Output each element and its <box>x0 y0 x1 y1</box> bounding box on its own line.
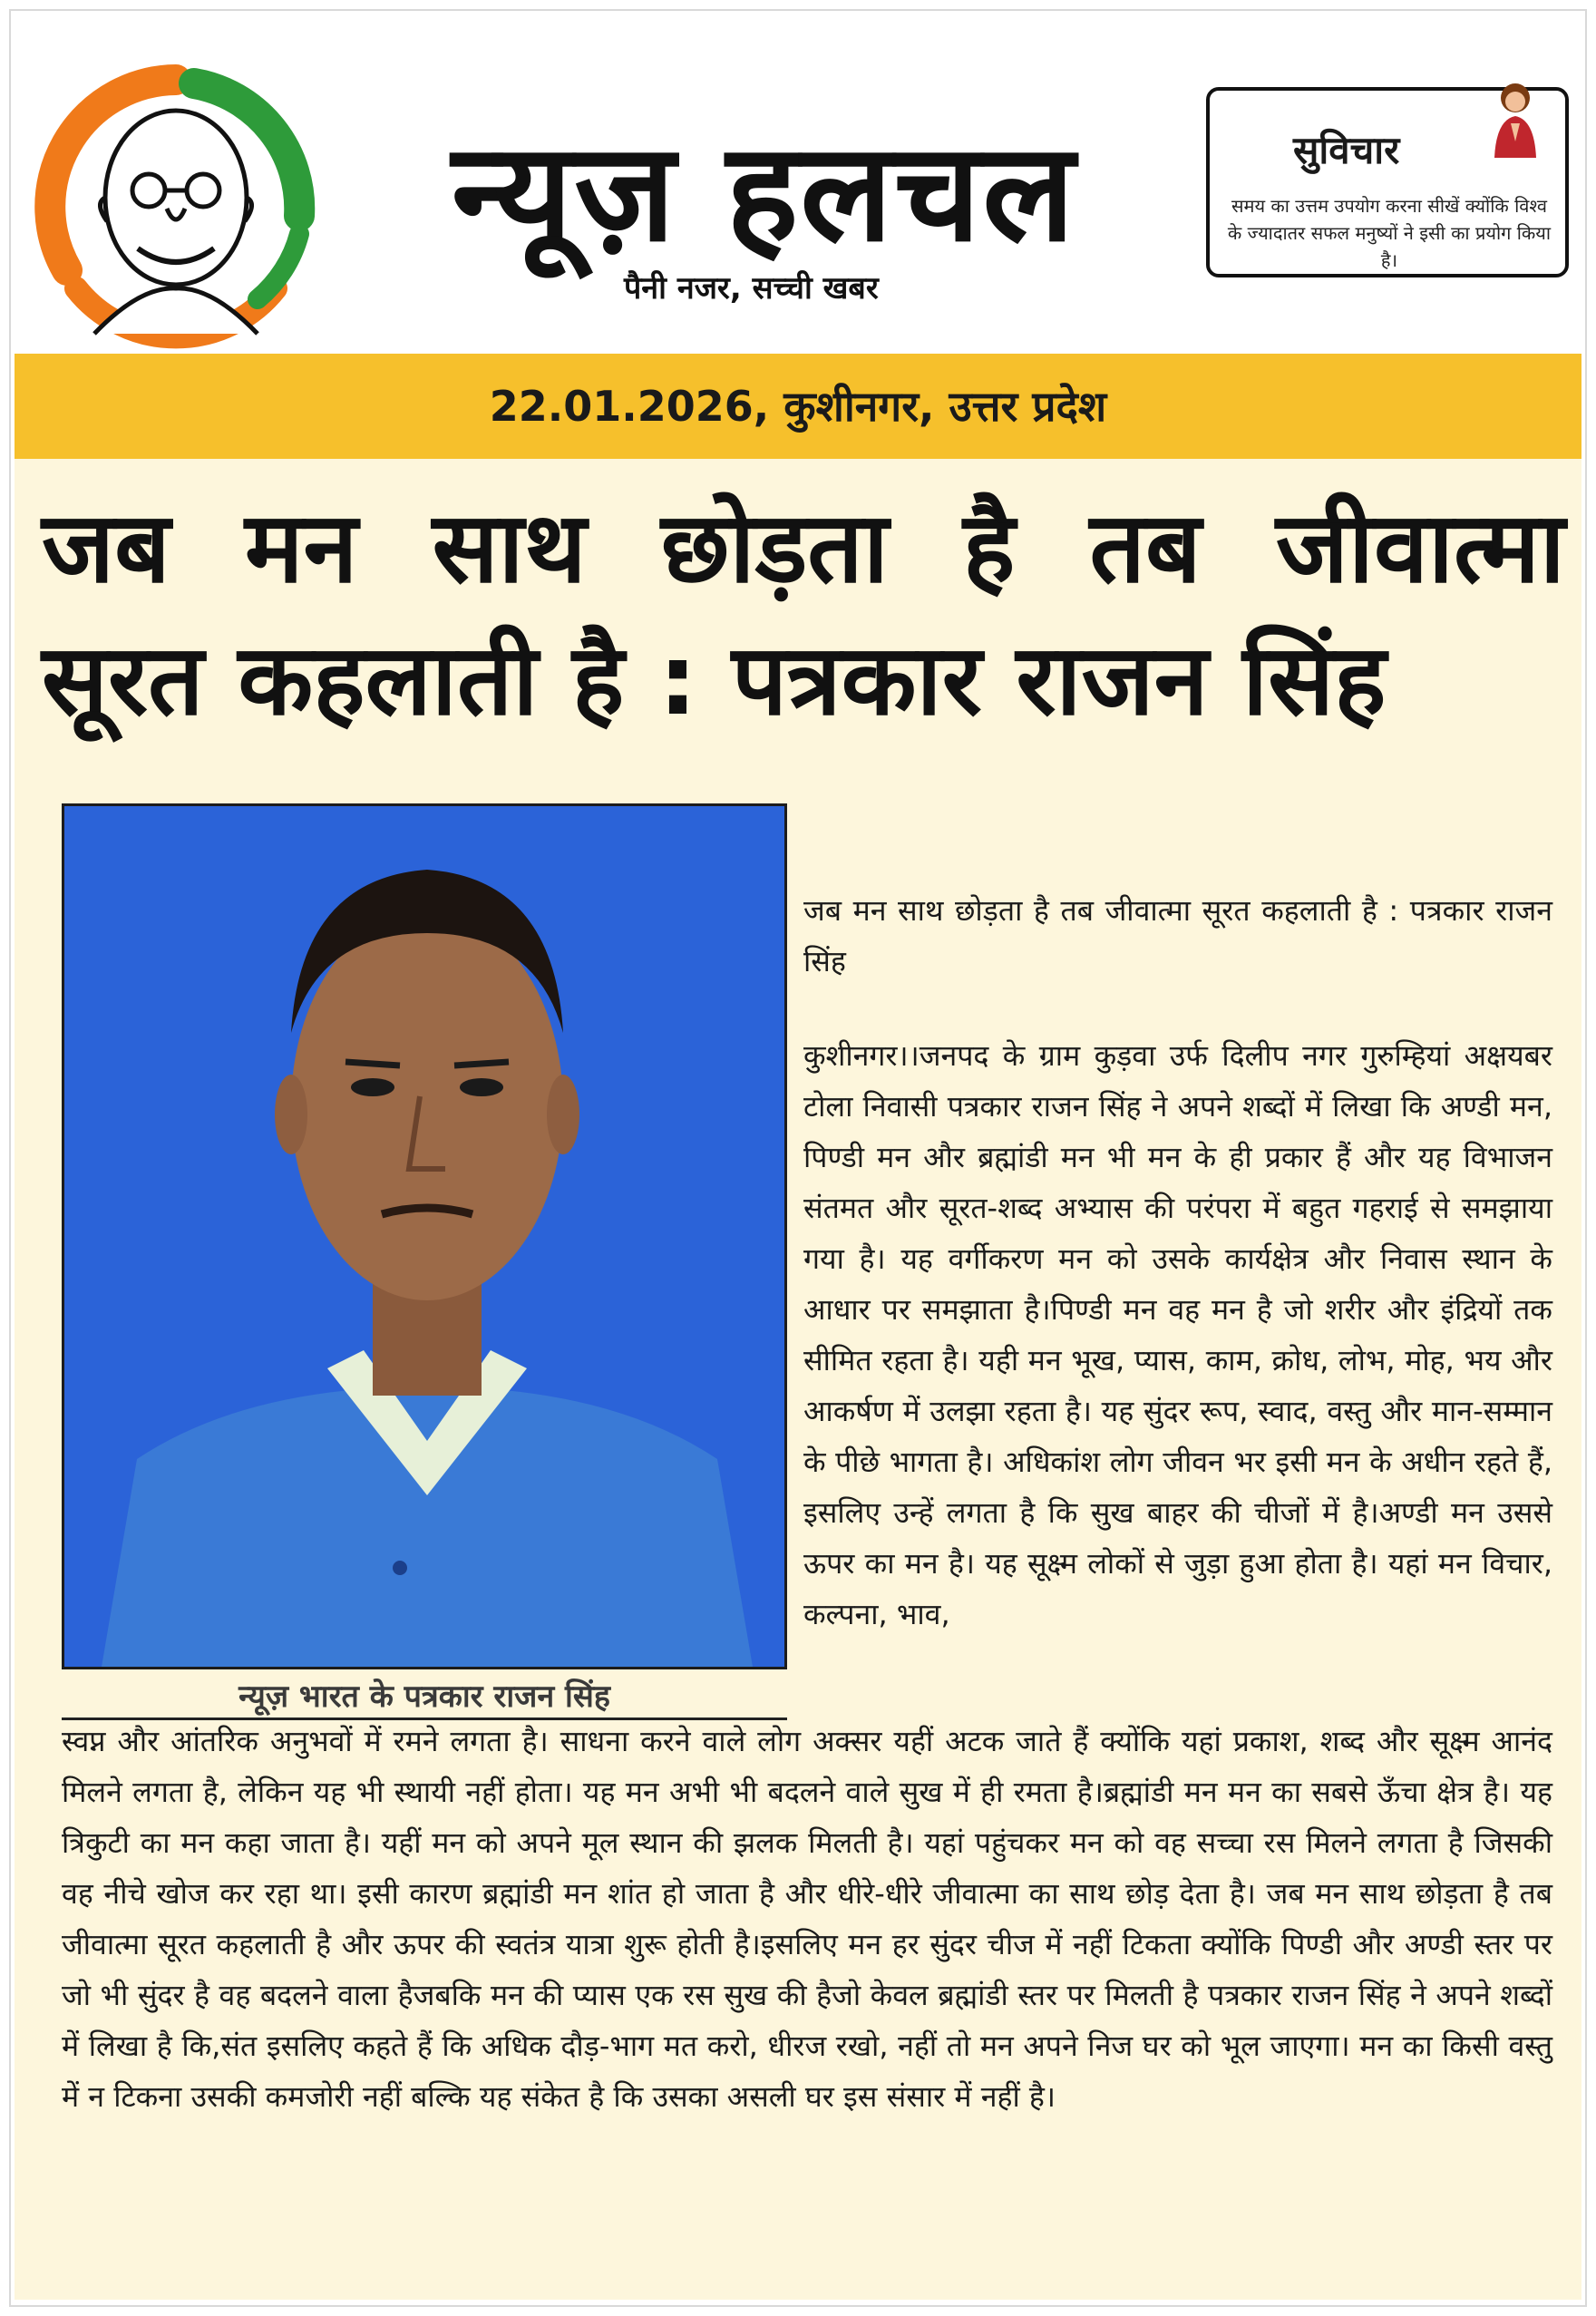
headline-word: साथ <box>432 491 587 605</box>
photo-caption: न्यूज़ भारत के पत्रकार राजन सिंह <box>238 1679 610 1715</box>
quote-box <box>1206 87 1569 277</box>
quote-title: सुविचार <box>1293 128 1400 172</box>
headline-line-1 <box>42 482 1565 615</box>
newspaper-title: न्यूज़ हलचल <box>452 114 1077 272</box>
gandhi-portrait-icon <box>31 62 321 352</box>
journalist-portrait-photo <box>62 803 787 1669</box>
brand-block <box>433 116 1123 316</box>
headline-line-2: सूरत कहलाती है : पत्रकार राजन सिंह <box>42 624 1387 737</box>
praying-woman-icon <box>1484 78 1547 160</box>
dateline-bar <box>15 354 1581 459</box>
article-body-full: स्वप्न और आंतरिक अनुभवों में रमने लगता है। साधना करने वाले लोग अक्सर यहीं अटक जाते हैं क्योंकि यहां प्रकाश, शब्द और सूक्ष्म आनंद मिलने लगता है, लेकिन यह भी स्थायी नहीं होता। यह मन अभी भी बदलने वाले सुख में ही रमता है।ब्रह्मांडी मन मन का सबसे ऊँचा क्षेत्र है। यह त्रिकुटी का मन कहा जाता है। यहीं मन को अपने मूल स्थान की झलक मिलती है। यहां पहुंचकर मन को वह सच्चा रस मिलने लगता है जिसकी वह नीचे खोज कर रहा था। इसी कारण ब्रह्मांडी मन शांत हो जाता है और धीरे-धीरे जीवात्मा का साथ छोड़ देता है। जब मन साथ छोड़ता है तब जीवात्मा सूरत कहलाती है और ऊपर की स्वतंत्र यात्रा शुरू होती है।इसलिए मन हर सुंदर चीज में नहीं टिकता क्योंकि पिण्डी और अण्डी स्तर पर जो भी सुंदर है वह बदलने वाला हैजबकि मन की प्यास एक रस सुख की हैजो केवल ब्रह्मांडी स्तर पर मिलती है पत्रकार राजन सिंह ने अपने शब्दों में लिखा है कि,संत इसलिए कहते हैं कि अधिक दौड़-भाग मत करो, धीरज रखो, नहीं तो मन अपने निज घर को भूल जाएगा। मन का किसी वस्तु में न टिकना उसकी कमजोरी नहीं बल्कि यह संकेत है कि उसका असली घर इस संसार में नहीं है। <box>62 1724 1552 2114</box>
article-body-column: कुशीनगर।।जनपद के ग्राम कुड़वा उर्फ दिलीप नगर गुरुम्हियां अक्षयबर टोला निवासी पत्रकार राजन सिंह ने अपने शब्दों में लिखा कि अण्डी मन, पिण्डी मन और ब्रह्मांडी मन भी मन के ही प्रकार हैं और यह विभाजन संतमत और सूरत-शब्द अभ्यास की परंपरा में बहुत गहराई से समझाया गया है। यह वर्गीकरण मन को उसके कार्यक्षेत्र और निवास स्थान के आधार पर समझाता है।पिण्डी मन वह मन है जो शरीर और इंद्रियों तक सीमित रहता है। यही मन भूख, प्यास, काम, क्रोध, लोभ, मोह, भय और आकर्षण में उलझा रहता है। यह सुंदर रूप, स्वाद, वस्तु और मान-सम्मान के पीछे भागता है। अधिकांश लोग जीवन भर इसी मन के अधीन रहते हैं, इसलिए उन्हें लगता है कि सुख बाहर की चीजों में है।अण्डी मन उससे ऊपर का मन है। यह सूक्ष्म लोकों से जुड़ा हुआ होता है। यहां मन विचार, कल्पना, भाव, <box>803 1038 1552 1631</box>
article-column <box>803 885 1552 1640</box>
paragraph-gap <box>803 987 1552 1030</box>
headline-word: है <box>962 491 1016 605</box>
newspaper-tagline: पैनी नजर, सच्ची खबर <box>624 270 879 307</box>
headline <box>42 482 1565 747</box>
dateline: 22.01.2026, कुशीनगर, उत्तर प्रदेश <box>489 382 1107 431</box>
headline-word: तब <box>1089 491 1202 605</box>
headline-word: जब <box>42 491 170 605</box>
quote-text: समय का उत्तम उपयोग करना सीखें क्योंकि विश्व के ज्यादातर सफल मनुष्यों ने इसी का प्रयोग किया है। <box>1227 195 1552 271</box>
headline-word: मन <box>244 491 358 605</box>
headline-word: जीवात्मा <box>1275 491 1565 605</box>
headline-word: छोड़ता <box>660 491 889 605</box>
article-subhead: जब मन साथ छोड़ता है तब जीवात्मा सूरत कहलाती है : पत्रकार राजन सिंह <box>803 893 1552 978</box>
article-area <box>15 459 1581 2300</box>
masthead <box>16 16 1580 352</box>
